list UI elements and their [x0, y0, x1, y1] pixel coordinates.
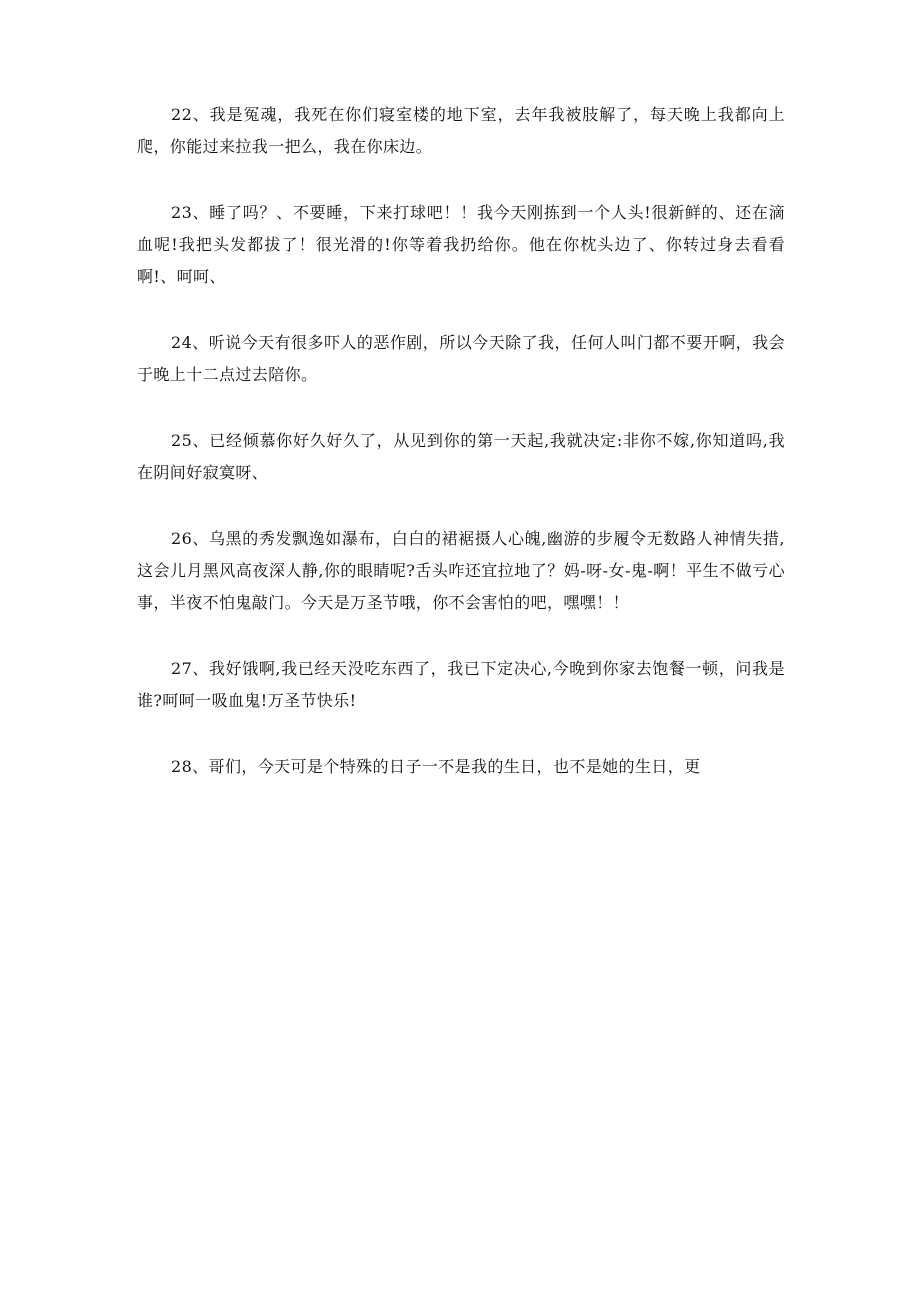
- document-body: [137, 99, 785, 817]
- paragraph-23: 23、睡了吗？、不要睡，下来打球吧！！我今天刚拣到一个人头!很新鲜的、还在滴血呢!我把头发都拔了！很光滑的!你等着我扔给你。他在你枕头边了、你转过身去看看啊!、呵呵、: [137, 203, 785, 286]
- paragraph-25: 25、已经倾慕你好久好久了，从见到你的第一天起,我就决定:非你不嫁,你知道吗,我在阴间好寂寞呀、: [137, 431, 785, 482]
- paragraph-24: 24、听说今天有很多吓人的恶作剧，所以今天除了我，任何人叫门都不要开啊，我会于晚上十二点过去陪你。: [137, 333, 785, 384]
- paragraph-22: 22、我是冤魂，我死在你们寝室楼的地下室，去年我被肢解了，每天晚上我都向上爬，你能过来拉我一把么，我在你床边。: [137, 105, 785, 156]
- paragraph-28: 28、哥们，今天可是个特殊的日子一不是我的生日，也不是她的生日，更: [171, 757, 701, 776]
- paragraph-26: 26、乌黑的秀发飘逸如瀑布，白白的裙裾摄人心魄,幽游的步履令无数路人神情失措,这会儿月黑风高夜深人静,你的眼睛呢?舌头咋还宜拉地了？妈-呀-女-鬼-啊！平生不做亏心事，半夜不怕鬼敲门。今天是万圣节哦，你不会害怕的吧，嘿嘿！！: [137, 529, 785, 612]
- paragraph-27: 27、我好饿啊,我已经天没吃东西了，我已下定决心,今晚到你家去饱餐一顿，问我是谁?呵呵一吸血鬼!万圣节快乐!: [137, 659, 785, 710]
